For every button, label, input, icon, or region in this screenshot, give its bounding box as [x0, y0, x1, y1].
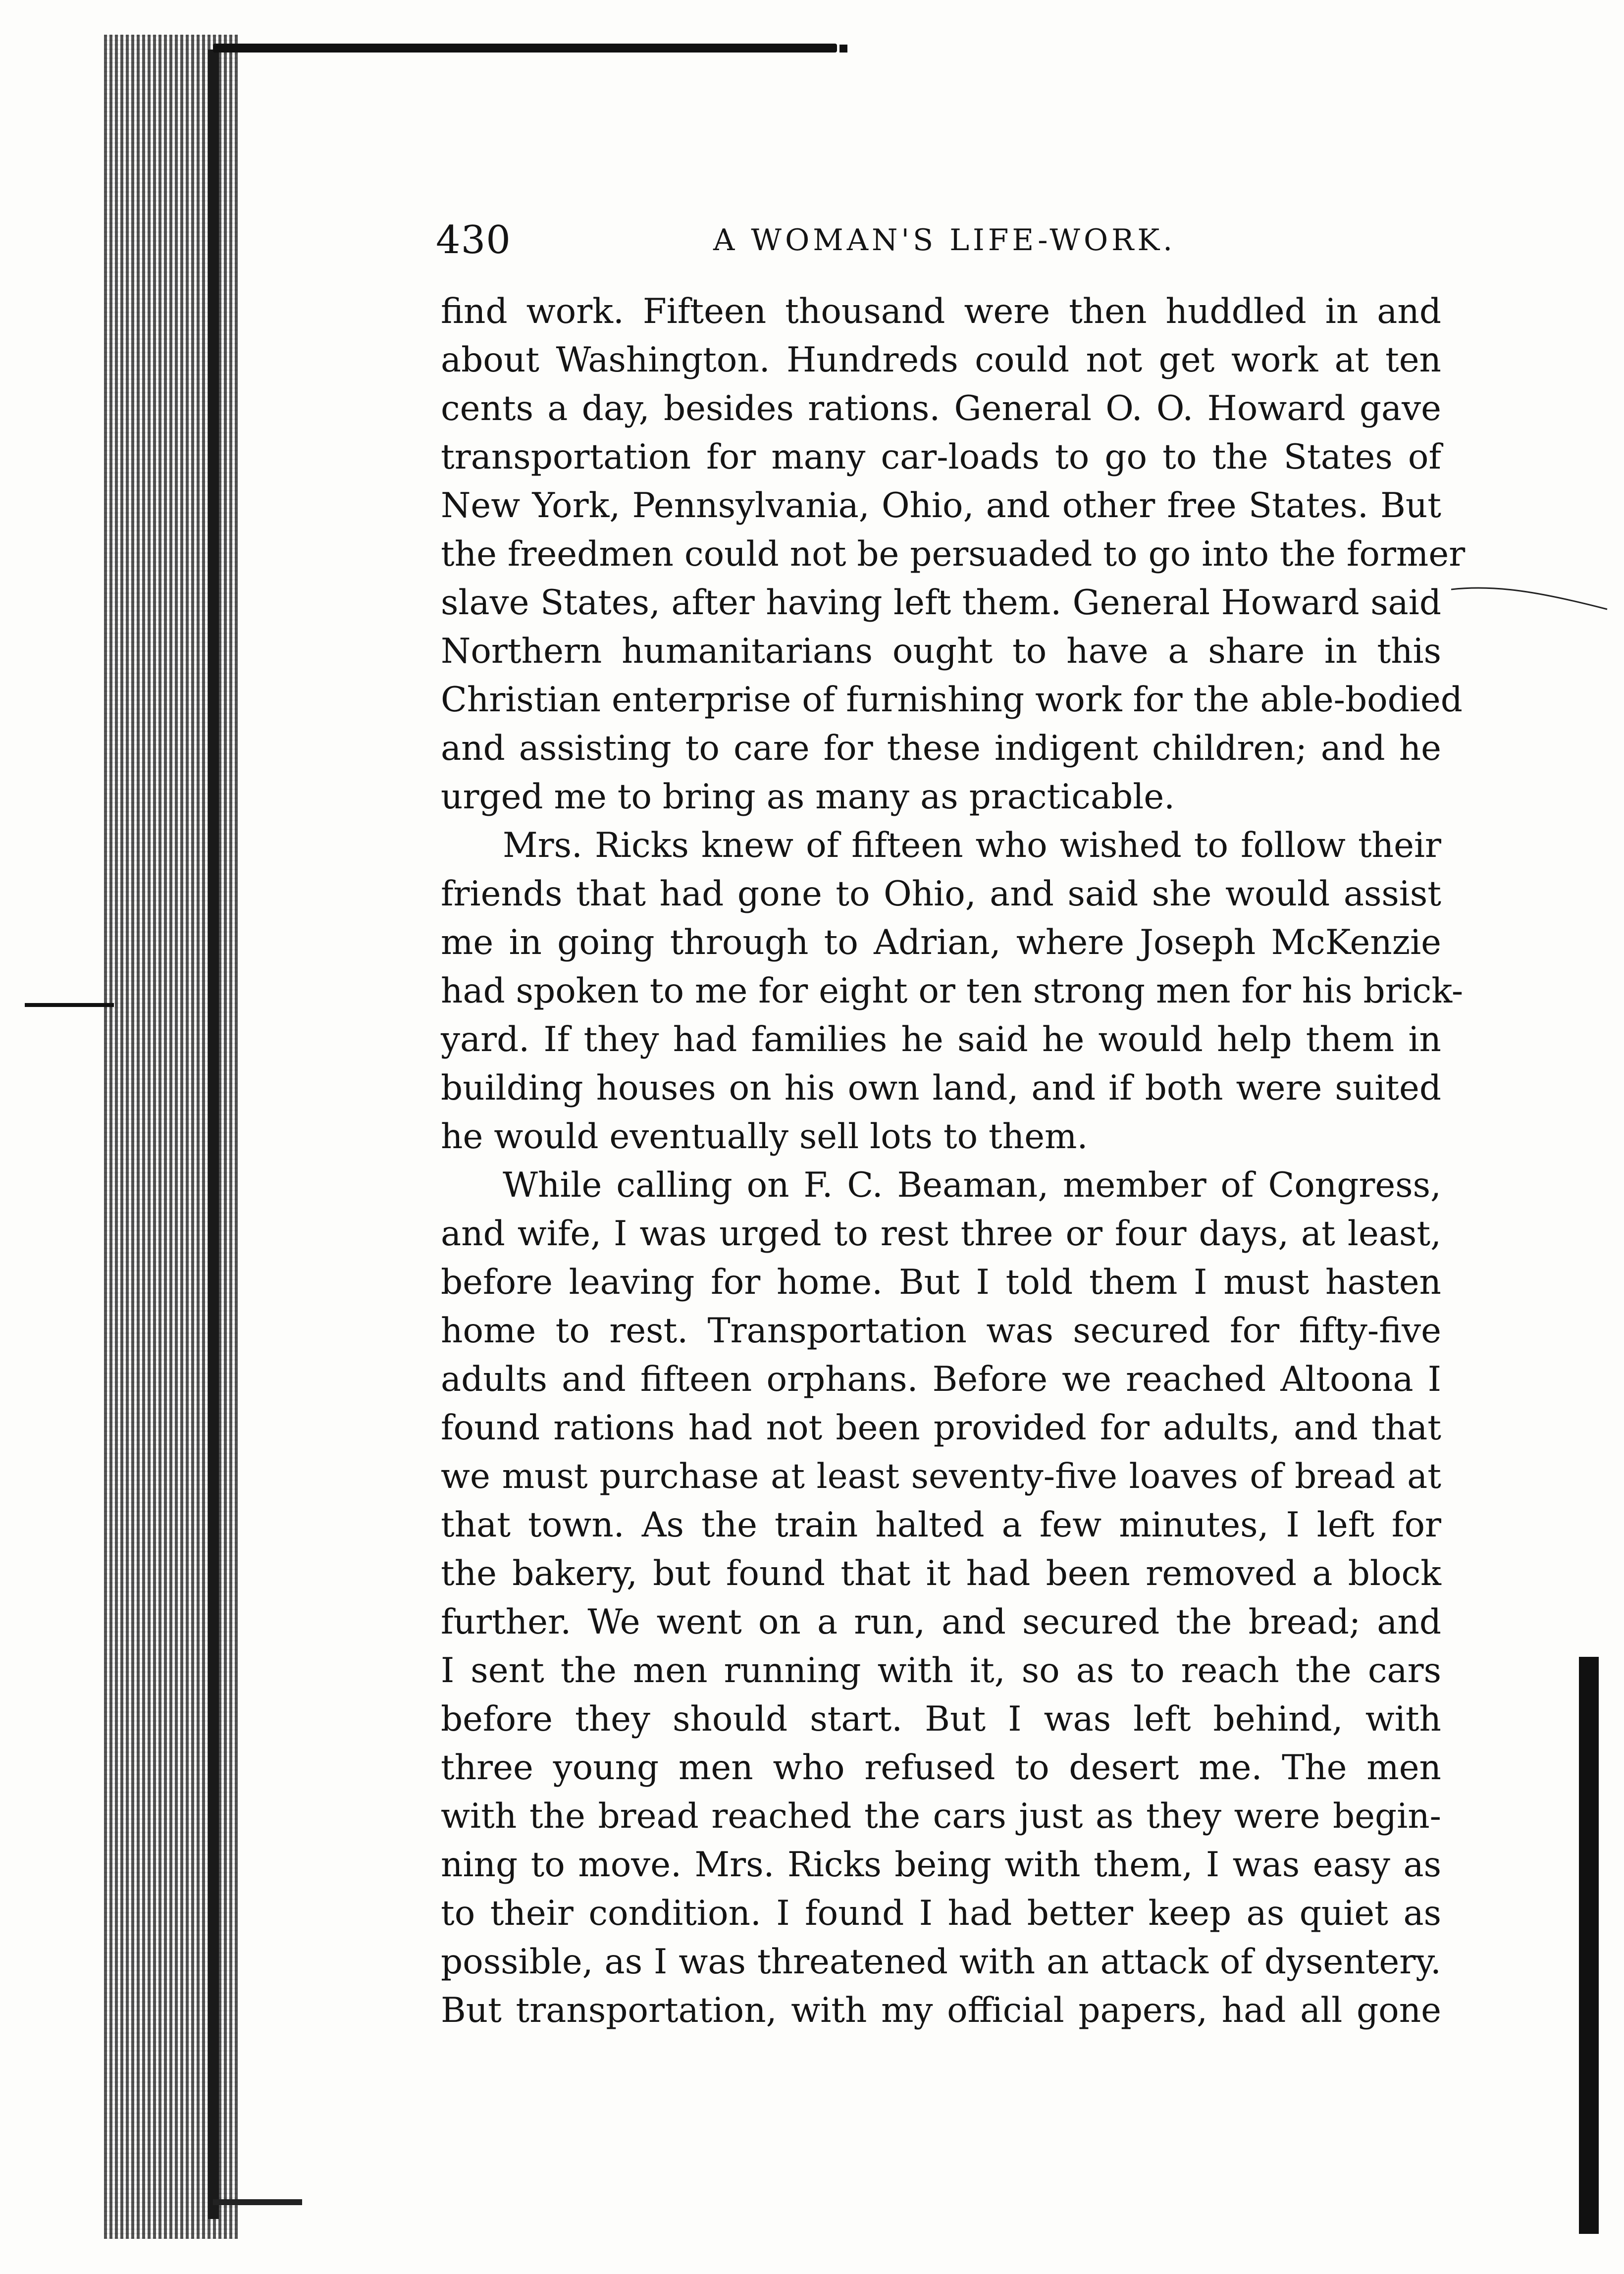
text-line: ning to move. Mrs. Ricks being with them, I was easy as — [441, 1845, 1441, 1885]
text-line: we must purchase at least seventy-five loaves of bread at — [441, 1457, 1441, 1496]
text-line: the bakery, but found that it had been removed a block — [441, 1554, 1441, 1593]
text-line: But transportation, with my official papers, had all gone — [441, 1991, 1441, 2030]
text-line: had spoken to me for eight or ten strong men for his brick- — [441, 971, 1464, 1011]
text-line: further. We went on a run, and secured the bread; and — [441, 1602, 1441, 1642]
running-title: A WOMAN'S LIFE-WORK. — [713, 223, 1176, 258]
text-line: he would eventually sell lots to them. — [441, 1117, 1088, 1157]
paragraph — [441, 287, 1466, 821]
bottom-scan-rule — [213, 2199, 302, 2205]
text-line: before leaving for home. But I told them I must hasten — [441, 1263, 1441, 1302]
text-line: Christian enterprise of furnishing work for the able-bodied — [441, 680, 1463, 720]
text-line: home to rest. Transportation was secured for fifty-five — [441, 1311, 1441, 1351]
text-line: adults and fifteen orphans. Before we reached Altoona I — [441, 1360, 1441, 1399]
text-line: and wife, I was urged to rest three or four days, at least, — [441, 1214, 1441, 1254]
text-line: three young men who refused to desert me. The men — [441, 1748, 1441, 1788]
text-line: possible, as I was threatened with an attack of dysentery. — [441, 1942, 1441, 1982]
text-line: found rations had not been provided for adults, and that — [441, 1408, 1441, 1448]
text-line: me in going through to Adrian, where Joseph McKenzie — [441, 923, 1441, 962]
top-scan-mark — [839, 45, 847, 53]
text-line: find work. Fifteen thousand were then huddled in and — [441, 292, 1441, 331]
text-line: building houses on his own land, and if both were suited — [441, 1068, 1441, 1108]
text-line: friends that had gone to Ohio, and said she would assist — [441, 874, 1441, 914]
body-text — [441, 287, 1466, 2035]
text-line: that town. As the train halted a few minutes, I left for — [441, 1505, 1441, 1545]
page-gutter-line — [208, 50, 219, 2219]
margin-pen-stroke — [1451, 582, 1610, 612]
paragraph — [441, 821, 1464, 1161]
text-line: urged me to bring as many as practicable. — [441, 777, 1175, 817]
text-line: Northern humanitarians ought to have a share in this — [441, 632, 1441, 671]
running-head — [436, 213, 1446, 267]
text-line: cents a day, besides rations. General O. O. Howard gave — [441, 389, 1441, 428]
text-line: yard. If they had families he said he would help them in — [441, 1020, 1441, 1059]
paragraph — [441, 1161, 1441, 2035]
left-margin-mark — [25, 1003, 114, 1007]
text-line: about Washington. Hundreds could not get work at ten — [441, 340, 1441, 380]
text-line: transportation for many car-loads to go to the States of — [441, 437, 1441, 477]
text-line: slave States, after having left them. General Howard said — [441, 583, 1441, 623]
text-line: to their condition. I found I had better keep as quiet as — [441, 1894, 1441, 1933]
text-line: Mrs. Ricks knew of fifteen who wished to follow their — [503, 826, 1441, 865]
text-line: New York, Pennsylvania, Ohio, and other free States. But — [441, 486, 1441, 526]
text-line: While calling on F. C. Beaman, member of Congress, — [503, 1165, 1441, 1205]
text-line: the freedmen could not be persuaded to go into the former — [441, 534, 1466, 574]
top-scan-rule — [213, 44, 837, 53]
text-line: and assisting to care for these indigent children; and he — [441, 729, 1441, 768]
right-edge-bar — [1579, 1657, 1599, 2234]
text-line: I sent the men running with it, so as to reach the cars — [441, 1651, 1441, 1691]
text-line: with the bread reached the cars just as they were begin- — [441, 1797, 1441, 1836]
page-number: 430 — [436, 218, 511, 263]
text-line: before they should start. But I was left behind, with — [441, 1699, 1441, 1739]
